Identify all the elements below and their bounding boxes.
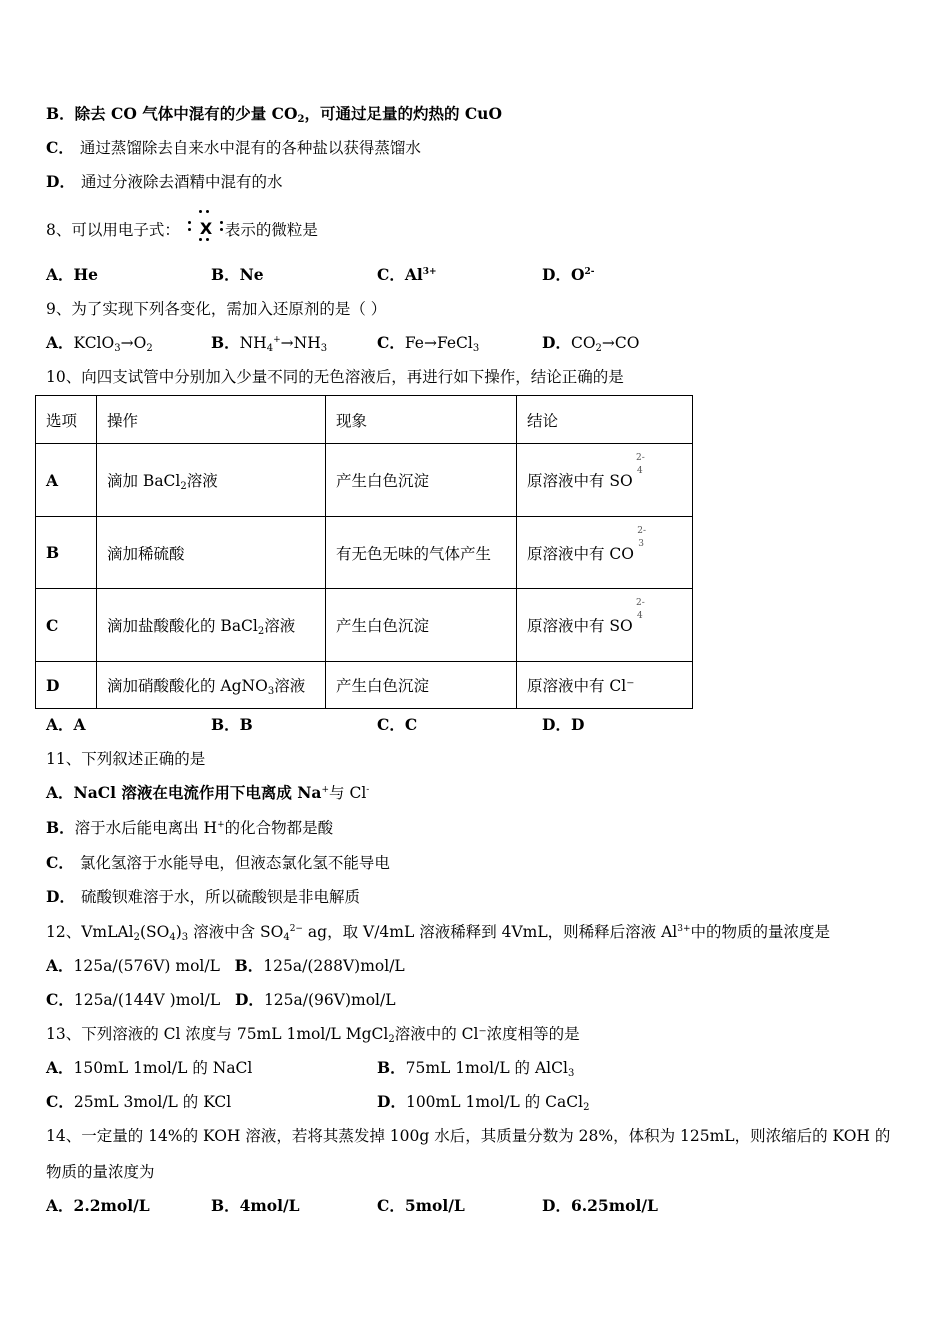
q14-option-b: B．4mol/L xyxy=(211,1196,300,1215)
header-cell: 现象 xyxy=(326,396,517,444)
table-row: A 滴加 BaCl$_2$溶液 产生白色沉淀 原溶液中有 SO 2- 4 xyxy=(36,444,693,517)
option-label: D． xyxy=(46,172,75,191)
q7-option-d: D． 通过分液除去酒精中混有的水 xyxy=(46,172,283,191)
question-number: 10、 xyxy=(46,368,82,386)
q8-option-c: C．$Al^{3+}$ xyxy=(377,265,437,284)
table-row: D 滴加硝酸酸化的 AgNO$_3$溶液 产生白色沉淀 原溶液中有 Cl⁻ xyxy=(36,662,693,709)
q8-option-b: B．Ne xyxy=(211,265,264,284)
q13-option-a: A．150mL 1mol/L 的 NaCl xyxy=(46,1058,253,1077)
q9-option-d: D．$CO_2\to CO$ xyxy=(542,333,640,354)
header-cell: 操作 xyxy=(97,396,326,444)
q14-option-c: C．5mol/L xyxy=(377,1196,465,1215)
q7-option-c: C． 通过蒸馏除去自来水中混有的各种盐以获得蒸馏水 xyxy=(46,138,421,157)
question-number: 11、 xyxy=(46,750,82,768)
q12-options-ab: A．125a/(576V) mol/L B．125a/(288V)mol/L xyxy=(46,956,405,975)
table-header-row xyxy=(36,396,693,444)
question-number: 14、 xyxy=(46,1127,82,1145)
question-number: 12、 xyxy=(46,923,82,941)
table-row: B 滴加稀硫酸 有无色无味的气体产生 原溶液中有 CO 2- 3 xyxy=(36,517,693,589)
q8-stem: 8、可以用电子式： X 表示的微粒是 xyxy=(46,216,318,242)
q10-table xyxy=(35,395,693,709)
q11-option-a: A．NaCl 溶液在电流作用下电离成 Na+与 Cl- xyxy=(46,783,370,802)
q8-option-d: D．$O^{2-}$ xyxy=(542,265,595,284)
q12-options-cd: C．125a/(144V )mol/L D．125a/(96V)mol/L xyxy=(46,990,396,1009)
q9-option-c: C．Fe→FeCl$_3$ xyxy=(377,333,480,354)
q13-option-c: C．25mL 3mol/L 的 KCl xyxy=(46,1092,232,1111)
question-number: 13、 xyxy=(46,1025,82,1043)
q13-option-d: D．100mL 1mol/L 的 CaCl$_2$ xyxy=(377,1092,590,1113)
q14-stem-line1: 14、一定量的 14%的 KOH 溶液，若将其蒸发掉 100g 水后，其质量分数为 28%，体积为 125mL，则浓缩后的 KOH 的 xyxy=(46,1127,891,1145)
q10-stem: 10、向四支试管中分别加入少量不同的无色溶液后，再进行如下操作，结论正确的是 xyxy=(46,368,624,386)
table-row: C 滴加盐酸酸化的 BaCl$_2$溶液 产生白色沉淀 原溶液中有 SO 2- 4 xyxy=(36,589,693,662)
electron-dot-formula xyxy=(185,216,225,242)
option-label: B． xyxy=(46,104,75,123)
option-label: C． xyxy=(46,138,74,157)
q14-option-d: D．6.25mol/L xyxy=(542,1196,658,1215)
q10-option-d: D．D xyxy=(542,715,585,734)
q13-stem: 13、下列溶液的 Cl 浓度与 75mL 1mol/L MgCl$_2$溶液中的 Cl⁻浓度相等的是 xyxy=(46,1025,580,1045)
q7-option-b: B．除去 CO 气体中混有的少量 $CO_2$，可通过足量的灼热的 CuO xyxy=(46,104,502,125)
q9-option-b: B．$NH_4^+\to NH_3$ xyxy=(211,333,328,354)
q14-option-a: A．2.2mol/L xyxy=(46,1196,150,1215)
q8-option-a: A．He xyxy=(46,265,99,284)
q11-stem: 11、下列叙述正确的是 xyxy=(46,750,206,768)
q10-option-a: A．A xyxy=(46,715,86,734)
q9-stem: 9、为了实现下列各变化，需加入还原剂的是（ ） xyxy=(46,300,387,318)
header-cell: 结论 xyxy=(517,396,693,444)
q11-option-b: B．溶于水后能电离出 H+的化合物都是酸 xyxy=(46,818,334,837)
q10-option-b: B．B xyxy=(211,715,253,734)
q9-option-a: A．$KClO_3\to O_2$ xyxy=(46,333,153,354)
q11-option-c: C． 氯化氢溶于水能导电，但液态氯化氢不能导电 xyxy=(46,853,390,872)
element-symbol: X xyxy=(199,219,213,238)
question-number: 8、 xyxy=(46,221,72,239)
header-cell: 选项 xyxy=(36,396,97,444)
q12-stem: 12、$VmLAl_2(SO_4)_3$ 溶液中含 $SO_4^{2-}$ ag，取 V/4mL 溶液稀释到 4VmL，则稀释后溶液 $Al^{3+}$中的物质的量浓度是 xyxy=(46,923,831,943)
q11-option-d: D． 硫酸钡难溶于水，所以硫酸钡是非电解质 xyxy=(46,887,360,906)
question-number: 9、 xyxy=(46,300,72,318)
q14-stem-line2: 物质的量浓度为 xyxy=(46,1163,155,1181)
q10-option-c: C．C xyxy=(377,715,418,734)
q13-option-b: B．75mL 1mol/L 的 AlCl$_3$ xyxy=(377,1058,575,1079)
